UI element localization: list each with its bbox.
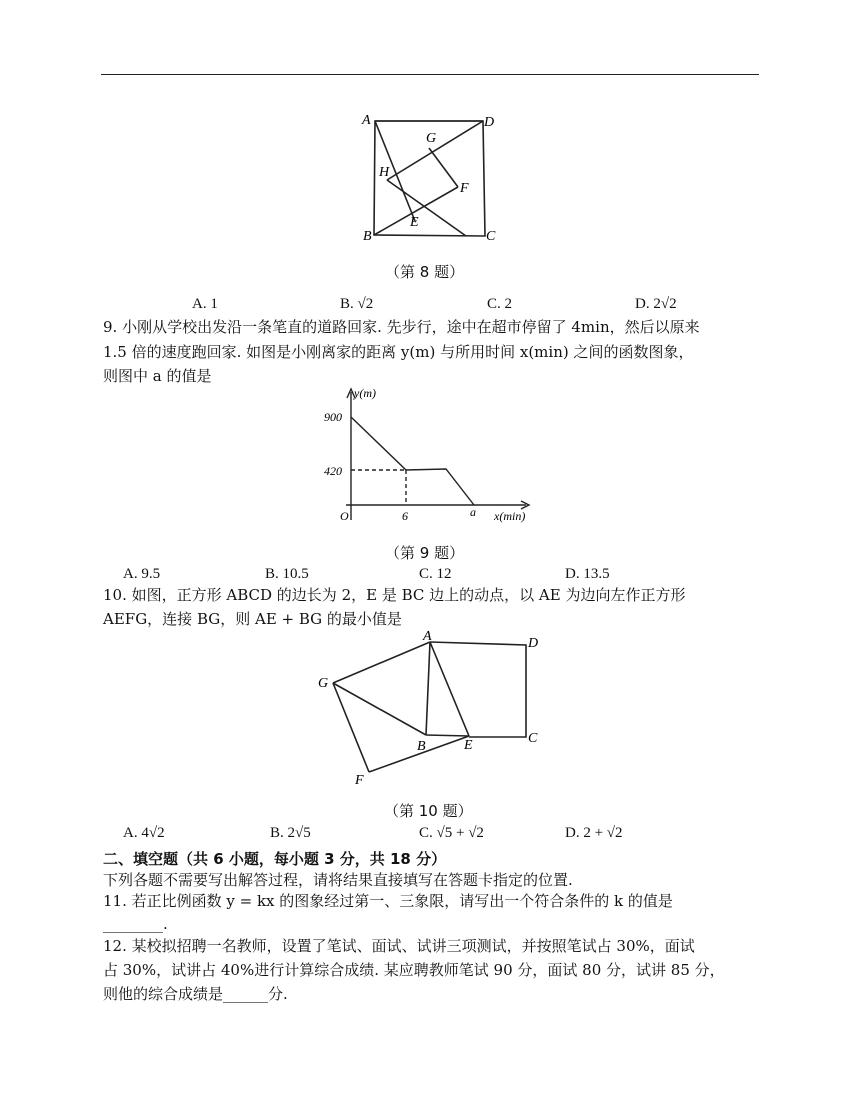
q8-label-A: A: [362, 113, 371, 128]
q9-x-axis-label: x(min): [494, 509, 526, 523]
q10-label-A: A: [423, 629, 432, 644]
q11-line-1: 11. 若正比例函数 y = kx 的图象经过第一、三象限，请写出一个符合条件的 k 的值是: [103, 892, 673, 910]
q9-origin: O: [340, 509, 349, 523]
q9-tick-6: 6: [402, 509, 408, 523]
q9-line-2: 1.5 倍的速度跑回家. 如图是小刚离家的距离 y(m) 与所用时间 x(min) 之间的函数图象，: [103, 343, 694, 361]
q10-line-1: 10. 如图，正方形 ABCD 的边长为 2，E 是 BC 边上的动点，以 AE 为边向左作正方形: [103, 586, 686, 604]
q12-line-1: 12. 某校拟招聘一名教师，设置了笔试、面试、试讲三项测试，并按照笔试占 30%，面试: [103, 937, 695, 955]
q8-option-c: C. 2: [487, 296, 513, 312]
q9-y-axis-label: y(m): [354, 386, 376, 400]
q11-answer-blank: ________.: [103, 915, 168, 933]
q8-label-G: G: [426, 131, 437, 146]
section-2-instruction: 下列各题不需要写出解答过程，请将结果直接填写在答题卡指定的位置.: [103, 871, 573, 889]
q9-tick-900: 900: [324, 410, 342, 424]
q9-option-d: D. 13.5: [565, 566, 610, 582]
q9-graph: [316, 384, 538, 526]
q8-label-E: E: [410, 215, 419, 230]
q8-option-b: B. √2: [340, 296, 374, 312]
q10-label-C: C: [528, 731, 538, 746]
q10-label-G: G: [318, 676, 329, 691]
q10-option-d: D. 2 + √2: [565, 825, 623, 841]
q9-option-c: C. 12: [419, 566, 452, 582]
q9-line-1: 9. 小刚从学校出发沿一条笔直的道路回家. 先步行，途中在超市停留了 4min，然后以原来: [103, 318, 700, 336]
q10-caption: （第 10 题）: [384, 802, 473, 820]
q9-option-b: B. 10.5: [265, 566, 309, 582]
q8-caption: （第 8 题）: [385, 263, 465, 281]
q9-tick-420: 420: [324, 464, 342, 478]
q8-label-C: C: [486, 229, 496, 244]
q8-label-F: F: [460, 181, 469, 196]
q8-option-d: D. 2√2: [635, 296, 677, 312]
q9-caption: （第 9 题）: [385, 544, 465, 562]
q10-label-F: F: [355, 773, 364, 788]
q10-label-D: D: [528, 636, 539, 651]
q8-label-B: B: [363, 229, 372, 244]
q9-line-3: 则图中 a 的值是: [103, 367, 212, 385]
section-2-title: 二、填空题（共 6 小题，每小题 3 分，共 18 分）: [103, 850, 447, 868]
q10-option-b: B. 2√5: [270, 825, 311, 841]
q10-label-E: E: [464, 738, 473, 753]
header-rule: [101, 74, 759, 75]
q8-figure: [360, 108, 500, 244]
q10-figure: [314, 626, 544, 788]
q10-option-a: A. 4√2: [123, 825, 165, 841]
q12-line-2: 占 30%，试讲占 40%进行计算综合成绩. 某应聘教师笔试 90 分，面试 80 分，试讲 85 分，: [103, 961, 725, 979]
q10-option-c: C. √5 + √2: [419, 825, 484, 841]
q10-label-B: B: [417, 739, 426, 754]
q9-tick-a: a: [470, 505, 476, 519]
q9-option-a: A. 9.5: [123, 566, 161, 582]
q12-line-3: 则他的综合成绩是______分.: [103, 985, 288, 1003]
q8-label-H: H: [379, 165, 390, 180]
q8-label-D: D: [484, 115, 495, 130]
q10-line-2: AEFG，连接 BG，则 AE + BG 的最小值是: [103, 610, 402, 628]
q8-option-a: A. 1: [192, 296, 218, 312]
